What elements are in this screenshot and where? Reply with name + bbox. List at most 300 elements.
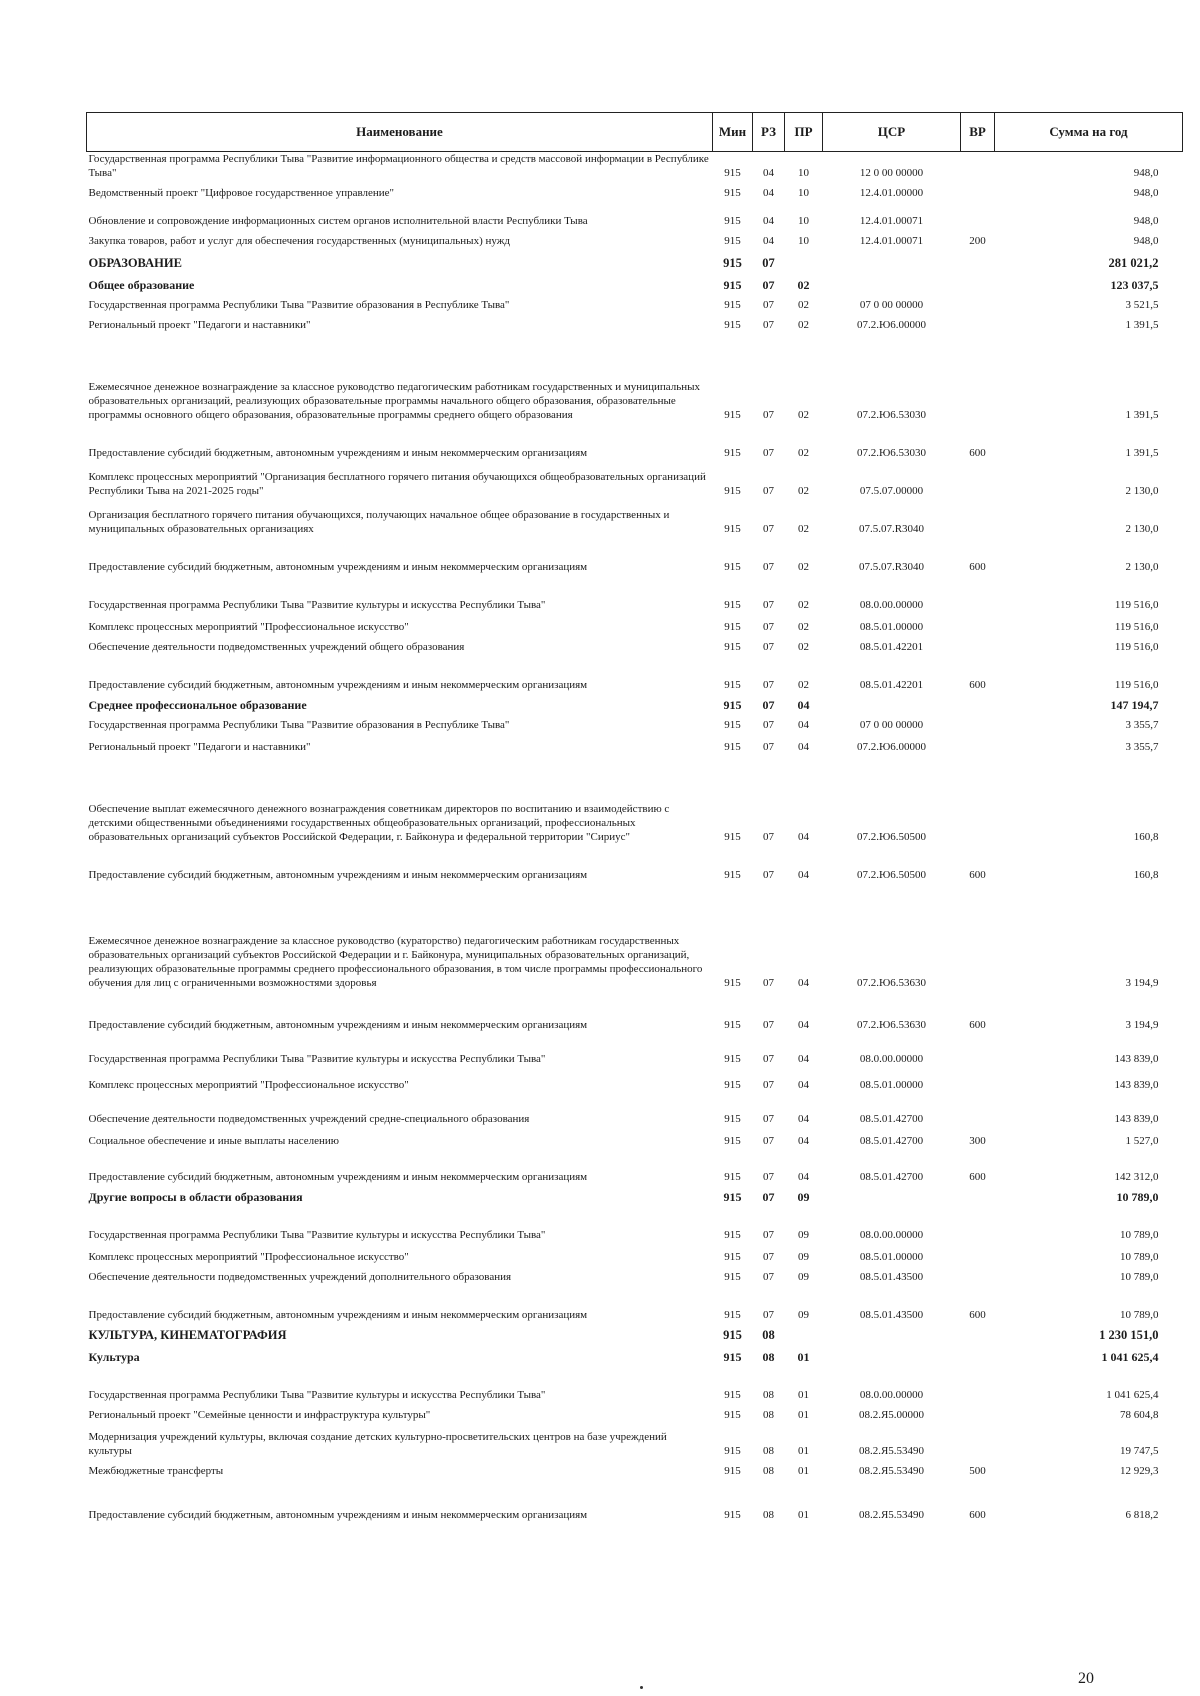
row-pr: 09 — [798, 1271, 809, 1283]
row-rz: 08 — [762, 1328, 775, 1342]
table-row — [87, 577, 1183, 615]
row-pr: 01 — [797, 1350, 810, 1364]
row-sum: 3 194,9 — [1125, 977, 1159, 989]
table-row — [87, 273, 1183, 295]
row-rz: 07 — [763, 1113, 774, 1125]
row-name: Государственная программа Республики Тыва "Развитие культуры и искусства Республики Тыва" — [88, 1229, 546, 1241]
row-pr: 09 — [797, 1190, 810, 1204]
row-pr: 02 — [798, 523, 809, 535]
row-sum: 1 041 625,4 — [1101, 1350, 1159, 1364]
row-csr: 08.5.01.43500 — [859, 1309, 924, 1321]
row-vr — [961, 1207, 995, 1245]
row-csr: 12.4.01.00071 — [859, 235, 924, 247]
row-pr: 04 — [798, 831, 809, 843]
row-pr: 09 — [798, 1251, 809, 1263]
row-sum: 119 516,0 — [1114, 679, 1159, 691]
row-csr: 07.2.Ю6.53630 — [856, 1019, 927, 1031]
row-pr: 04 — [798, 1019, 809, 1031]
row-sum: 147 194,7 — [1110, 698, 1159, 712]
row-name: Комплекс процессных мероприятий "Профессиональное искусство" — [88, 1251, 409, 1263]
row-min: 915 — [723, 1350, 742, 1364]
row-rz: 04 — [763, 215, 774, 227]
row-rz: 07 — [763, 621, 774, 633]
row-csr: 08.0.00.00000 — [859, 1229, 924, 1241]
row-rz: 07 — [763, 523, 774, 535]
row-sum: 6 818,2 — [1125, 1509, 1159, 1521]
budget-table-grid — [86, 112, 1183, 1525]
row-vr — [961, 885, 995, 993]
table-row — [87, 1481, 1183, 1525]
row-vr: 200 — [969, 235, 986, 247]
row-pr: 04 — [798, 1171, 809, 1183]
table-row — [87, 1245, 1183, 1267]
row-rz: 04 — [763, 167, 774, 179]
row-csr — [823, 251, 961, 273]
row-name: Региональный проект "Семейные ценности и инфраструктура культуры" — [88, 1409, 431, 1421]
row-vr: 600 — [969, 1019, 986, 1031]
row-csr: 12.4.01.00000 — [859, 187, 924, 199]
row-pr: 04 — [798, 869, 809, 881]
row-vr — [961, 757, 995, 847]
row-rz: 08 — [763, 1389, 774, 1401]
row-csr: 07 0 00 00000 — [859, 719, 924, 731]
row-rz: 08 — [763, 1409, 774, 1421]
row-rz: 07 — [763, 1251, 774, 1263]
table-row — [87, 335, 1183, 425]
table-body — [87, 152, 1183, 1526]
row-rz: 08 — [763, 1445, 774, 1457]
row-rz: 07 — [763, 977, 774, 989]
row-sum: 3 521,5 — [1125, 299, 1159, 311]
row-min: 915 — [724, 1079, 741, 1091]
row-min: 915 — [724, 621, 741, 633]
row-csr: 07 0 00 00000 — [859, 299, 924, 311]
row-vr — [961, 1425, 995, 1461]
row-rz: 08 — [763, 1509, 774, 1521]
row-rz: 07 — [762, 1190, 775, 1204]
row-rz: 07 — [763, 869, 774, 881]
table-row — [87, 251, 1183, 273]
table-row — [87, 1425, 1183, 1461]
row-name: Предоставление субсидий бюджетным, автономным учреждениям и иным некоммерческим организациям — [88, 447, 588, 459]
row-rz: 07 — [762, 278, 775, 292]
row-min: 915 — [724, 409, 741, 421]
row-name: Ежемесячное денежное вознаграждение за классное руководство (кураторство) педагогическим работникам государственных образовательных организаций субъектов Российской Федерации и г. Байконура, муниципальных образовательных организаций, реализующих образовательные программы среднего профессионального образования, в том числе программы профессионального обучения для лиц с ограниченными возможностями здоровья — [88, 935, 703, 989]
row-pr: 01 — [798, 1389, 809, 1401]
row-pr: 02 — [798, 299, 809, 311]
table-row — [87, 715, 1183, 735]
row-rz: 07 — [763, 831, 774, 843]
row-sum: 10 789,0 — [1120, 1271, 1159, 1283]
row-min: 915 — [724, 831, 741, 843]
row-sum: 10 789,0 — [1120, 1309, 1159, 1321]
row-vr — [961, 695, 995, 715]
row-min: 915 — [724, 1019, 741, 1031]
row-name: Среднее профессиональное образование — [88, 698, 307, 712]
row-min: 915 — [724, 1229, 741, 1241]
table-row — [87, 1461, 1183, 1481]
row-name: Закупка товаров, работ и услуг для обеспечения государственных (муниципальных) нужд — [88, 235, 510, 247]
row-name: Культура — [88, 1350, 140, 1364]
row-vr — [961, 183, 995, 203]
table-row — [87, 993, 1183, 1035]
table-row — [87, 539, 1183, 577]
row-csr: 08.0.00.00000 — [859, 1389, 924, 1401]
row-min: 915 — [724, 1389, 741, 1401]
row-sum: 1 391,5 — [1125, 319, 1159, 331]
row-vr — [961, 203, 995, 231]
row-min: 915 — [723, 698, 742, 712]
row-min: 915 — [724, 1509, 741, 1521]
row-min: 915 — [724, 561, 741, 573]
row-sum: 78 604,8 — [1120, 1409, 1159, 1421]
row-vr — [961, 335, 995, 425]
scan-speck — [640, 1686, 643, 1689]
row-pr — [785, 1325, 823, 1345]
row-vr — [961, 1405, 995, 1425]
row-sum: 2 130,0 — [1125, 561, 1159, 573]
row-vr: 600 — [969, 1171, 986, 1183]
row-csr: 07.2.Ю6.50500 — [856, 869, 927, 881]
table-row — [87, 1325, 1183, 1345]
row-name: Предоставление субсидий бюджетным, автономным учреждениям и иным некоммерческим организациям — [88, 561, 588, 573]
table-row — [87, 1069, 1183, 1095]
row-sum: 143 839,0 — [1114, 1113, 1159, 1125]
row-rz: 07 — [763, 1019, 774, 1031]
row-pr: 04 — [798, 719, 809, 731]
row-csr — [823, 1187, 961, 1207]
header-name: Наименование — [87, 113, 713, 152]
table-row — [87, 1187, 1183, 1207]
row-min: 915 — [724, 1309, 741, 1321]
row-csr: 08.2.Я5.00000 — [858, 1409, 925, 1421]
row-csr: 08.5.01.42201 — [859, 679, 924, 691]
row-vr: 600 — [969, 679, 986, 691]
row-name: Региональный проект "Педагоги и наставники" — [88, 741, 311, 753]
header-pr: ПР — [785, 113, 823, 152]
row-sum: 160,8 — [1133, 869, 1159, 881]
row-min: 915 — [724, 1113, 741, 1125]
row-rz: 07 — [763, 599, 774, 611]
row-min: 915 — [724, 319, 741, 331]
row-sum: 123 037,5 — [1110, 278, 1159, 292]
row-pr: 04 — [798, 977, 809, 989]
row-min: 915 — [724, 523, 741, 535]
table-row — [87, 315, 1183, 335]
row-vr — [961, 1095, 995, 1129]
row-csr — [823, 1345, 961, 1367]
row-name: Обновление и сопровождение информационных систем органов исполнительной власти Республики Тыва — [88, 215, 588, 227]
table-row — [87, 1207, 1183, 1245]
row-rz: 07 — [763, 1309, 774, 1321]
row-sum: 12 929,3 — [1120, 1465, 1159, 1477]
row-sum: 19 747,5 — [1120, 1445, 1159, 1457]
header-csr: ЦСР — [823, 113, 961, 152]
table-row — [87, 152, 1183, 184]
table-row — [87, 231, 1183, 251]
row-vr — [961, 1345, 995, 1367]
row-name: Обеспечение выплат ежемесячного денежного вознаграждения советникам директоров по воспитанию и взаимодействию с детскими общественными объединениями государственных общеобразовательных организаций, профессиональных образовательных организаций субъектов Российской Федерации, г. Байконура и федеральной территории "Сириус" — [88, 803, 670, 843]
row-min: 915 — [724, 599, 741, 611]
row-name: Государственная программа Республики Тыва "Развитие культуры и искусства Республики Тыва" — [88, 599, 546, 611]
row-sum: 143 839,0 — [1114, 1079, 1159, 1091]
row-pr: 02 — [798, 319, 809, 331]
row-name: Общее образование — [88, 278, 195, 292]
row-csr: 08.5.01.42700 — [859, 1113, 924, 1125]
row-rz: 08 — [763, 1465, 774, 1477]
row-name: Предоставление субсидий бюджетным, автономным учреждениям и иным некоммерческим организациям — [88, 679, 588, 691]
row-sum: 3 355,7 — [1125, 719, 1159, 731]
table-row — [87, 1035, 1183, 1069]
row-vr — [961, 1035, 995, 1069]
row-vr — [961, 251, 995, 273]
header-min: Мин — [713, 113, 753, 152]
row-sum: 948,0 — [1133, 235, 1159, 247]
row-min: 915 — [724, 741, 741, 753]
row-csr: 08.5.01.00000 — [859, 621, 924, 633]
row-vr — [961, 615, 995, 637]
row-vr — [961, 637, 995, 657]
row-csr: 07.2.Ю6.53030 — [856, 409, 927, 421]
row-csr: 07.2.Ю6.00000 — [856, 741, 927, 753]
row-name: Предоставление субсидий бюджетным, автономным учреждениям и иным некоммерческим организациям — [88, 869, 588, 881]
row-pr: 02 — [798, 621, 809, 633]
row-sum: 281 021,2 — [1108, 256, 1159, 270]
row-vr — [961, 715, 995, 735]
row-rz: 08 — [762, 1350, 775, 1364]
row-name: КУЛЬТУРА, КИНЕМАТОГРАФИЯ — [88, 1328, 287, 1342]
row-min: 915 — [723, 1328, 742, 1342]
row-min: 915 — [724, 299, 741, 311]
row-rz: 07 — [763, 1171, 774, 1183]
row-name: Предоставление субсидий бюджетным, автономным учреждениям и иным некоммерческим организациям — [88, 1019, 588, 1031]
row-pr: 04 — [798, 1053, 809, 1065]
row-rz: 07 — [763, 1053, 774, 1065]
row-sum: 3 194,9 — [1125, 1019, 1159, 1031]
budget-table — [86, 112, 1182, 1525]
row-min: 915 — [724, 1135, 741, 1147]
row-vr: 500 — [969, 1465, 986, 1477]
row-vr — [961, 577, 995, 615]
row-pr: 10 — [798, 215, 809, 227]
row-min: 915 — [724, 187, 741, 199]
row-rz: 07 — [763, 409, 774, 421]
table-row — [87, 615, 1183, 637]
row-pr: 01 — [798, 1465, 809, 1477]
row-pr: 10 — [798, 187, 809, 199]
table-row — [87, 501, 1183, 539]
row-vr: 600 — [969, 561, 986, 573]
row-rz: 07 — [763, 447, 774, 459]
row-rz: 07 — [763, 485, 774, 497]
row-rz: 04 — [763, 187, 774, 199]
table-row — [87, 183, 1183, 203]
row-vr: 600 — [969, 1309, 986, 1321]
row-min: 915 — [724, 641, 741, 653]
row-pr: 02 — [798, 447, 809, 459]
row-csr: 12.4.01.00071 — [859, 215, 924, 227]
table-row — [87, 657, 1183, 695]
row-csr — [823, 695, 961, 715]
row-csr: 07.2.Ю6.50500 — [856, 831, 927, 843]
row-sum: 948,0 — [1133, 215, 1159, 227]
row-pr: 01 — [798, 1409, 809, 1421]
row-pr: 02 — [798, 561, 809, 573]
row-vr: 600 — [969, 869, 986, 881]
table-row — [87, 1267, 1183, 1287]
row-vr — [961, 315, 995, 335]
row-csr: 08.5.01.42700 — [859, 1171, 924, 1183]
row-csr: 08.5.01.42201 — [859, 641, 924, 653]
row-csr: 07.2.Ю6.00000 — [856, 319, 927, 331]
row-csr: 08.5.01.42700 — [859, 1135, 924, 1147]
row-pr: 02 — [797, 278, 810, 292]
row-rz: 07 — [763, 1229, 774, 1241]
row-sum: 1 391,5 — [1125, 447, 1159, 459]
row-min: 915 — [723, 1190, 742, 1204]
row-pr: 09 — [798, 1309, 809, 1321]
row-vr — [961, 463, 995, 501]
row-name: Другие вопросы в области образования — [88, 1190, 303, 1204]
row-sum: 143 839,0 — [1114, 1053, 1159, 1065]
row-min: 915 — [723, 256, 742, 270]
table-row — [87, 425, 1183, 463]
row-pr: 02 — [798, 679, 809, 691]
row-name: Ежемесячное денежное вознаграждение за классное руководство педагогическим работникам государственных и муниципальных образовательных организаций, реализующих образовательные программы начального общего образования, образовательные программы основного общего образования, образовательные программы среднего общего образования — [88, 381, 701, 421]
row-pr: 10 — [798, 235, 809, 247]
row-vr — [961, 1325, 995, 1345]
row-vr — [961, 1267, 995, 1287]
row-name: Государственная программа Республики Тыва "Развитие образования в Республике Тыва" — [88, 299, 510, 311]
row-sum: 10 789,0 — [1116, 1190, 1159, 1204]
row-rz: 07 — [763, 1135, 774, 1147]
row-name: Государственная программа Республики Тыва "Развитие культуры и искусства Республики Тыва" — [88, 1053, 546, 1065]
row-name: Региональный проект "Педагоги и наставники" — [88, 319, 311, 331]
row-name: Организация бесплатного горячего питания обучающихся, получающих начальное общее образование в государственных и муниципальных образовательных организациях — [88, 509, 670, 535]
row-csr: 08.5.01.00000 — [859, 1251, 924, 1263]
row-pr: 10 — [798, 167, 809, 179]
row-vr: 600 — [969, 1509, 986, 1521]
table-row — [87, 463, 1183, 501]
row-csr: 08.5.01.00000 — [859, 1079, 924, 1091]
row-name: Государственная программа Республики Тыва "Развитие культуры и искусства Республики Тыва" — [88, 1389, 546, 1401]
row-min: 915 — [724, 1409, 741, 1421]
row-min: 915 — [724, 1171, 741, 1183]
row-name: Предоставление субсидий бюджетным, автономным учреждениям и иным некоммерческим организациям — [88, 1309, 588, 1321]
row-rz: 07 — [763, 1271, 774, 1283]
row-rz: 07 — [762, 256, 775, 270]
row-min: 915 — [724, 869, 741, 881]
row-name: Межбюджетные трансферты — [88, 1465, 224, 1477]
row-rz: 07 — [763, 679, 774, 691]
row-csr: 07.2.Ю6.53030 — [856, 447, 927, 459]
row-rz: 07 — [763, 641, 774, 653]
row-pr: 01 — [798, 1445, 809, 1457]
row-min: 915 — [724, 1271, 741, 1283]
row-min: 915 — [724, 1251, 741, 1263]
row-vr — [961, 273, 995, 295]
row-pr: 09 — [798, 1229, 809, 1241]
table-row — [87, 695, 1183, 715]
row-pr: 02 — [798, 485, 809, 497]
table-row — [87, 847, 1183, 885]
row-pr: 04 — [797, 698, 810, 712]
table-row — [87, 1151, 1183, 1187]
table-row — [87, 885, 1183, 993]
row-vr — [961, 501, 995, 539]
row-name: Комплекс процессных мероприятий "Организация бесплатного горячего питания обучающихся общеобразовательных организаций Республики Тыва на 2021-2025 годы" — [88, 471, 706, 497]
page-number: 20 — [1078, 1670, 1094, 1687]
row-vr — [961, 1367, 995, 1405]
row-rz: 07 — [763, 1079, 774, 1091]
row-name: Социальное обеспечение и иные выплаты населению — [88, 1135, 340, 1147]
row-pr: 04 — [798, 1113, 809, 1125]
row-sum: 1 230 151,0 — [1099, 1328, 1159, 1342]
row-min: 915 — [724, 1445, 741, 1457]
row-csr: 08.0.00.00000 — [859, 1053, 924, 1065]
table-row — [87, 1095, 1183, 1129]
row-sum: 1 527,0 — [1125, 1135, 1159, 1147]
row-csr: 08.2.Я5.53490 — [858, 1465, 925, 1477]
row-sum: 1 391,5 — [1125, 409, 1159, 421]
table-row — [87, 735, 1183, 757]
row-min: 915 — [724, 977, 741, 989]
row-name: Ведомственный проект "Цифровое государственное управление" — [88, 187, 395, 199]
row-sum: 10 789,0 — [1120, 1229, 1159, 1241]
row-vr — [961, 152, 995, 184]
row-sum: 1 041 625,4 — [1106, 1389, 1159, 1401]
row-sum: 2 130,0 — [1125, 523, 1159, 535]
row-vr — [961, 295, 995, 315]
row-name: Государственная программа Республики Тыва "Развитие информационного общества и средств массовой информации в Республике Тыва" — [88, 153, 709, 179]
row-pr: 02 — [798, 641, 809, 653]
row-pr — [785, 251, 823, 273]
row-min: 915 — [724, 719, 741, 731]
row-csr: 07.5.07.R3040 — [858, 561, 925, 573]
row-sum: 3 355,7 — [1125, 741, 1159, 753]
row-vr — [961, 1187, 995, 1207]
table-row — [87, 1129, 1183, 1151]
row-rz: 07 — [763, 719, 774, 731]
row-min: 915 — [724, 679, 741, 691]
row-rz: 07 — [763, 741, 774, 753]
row-name: Комплекс процессных мероприятий "Профессиональное искусство" — [88, 621, 409, 633]
row-sum: 119 516,0 — [1114, 641, 1159, 653]
row-csr — [823, 1325, 961, 1345]
table-row — [87, 1345, 1183, 1367]
row-min: 915 — [723, 278, 742, 292]
row-sum: 2 130,0 — [1125, 485, 1159, 497]
row-min: 915 — [724, 485, 741, 497]
row-min: 915 — [724, 447, 741, 459]
row-vr — [961, 1069, 995, 1095]
row-pr: 02 — [798, 599, 809, 611]
row-name: Обеспечение деятельности подведомственных учреждений общего образования — [88, 641, 465, 653]
header-vr: ВР — [961, 113, 995, 152]
row-csr: 12 0 00 00000 — [859, 167, 924, 179]
row-vr — [961, 1245, 995, 1267]
row-name: Предоставление субсидий бюджетным, автономным учреждениям и иным некоммерческим организациям — [88, 1171, 588, 1183]
table-row — [87, 1405, 1183, 1425]
row-pr: 01 — [798, 1509, 809, 1521]
row-csr: 08.2.Я5.53490 — [858, 1509, 925, 1521]
row-name: Модернизация учреждений культуры, включая создание детских культурно-просветительских центров на базе учреждений культуры — [88, 1431, 667, 1457]
row-sum: 142 312,0 — [1114, 1171, 1159, 1183]
row-sum: 948,0 — [1133, 167, 1159, 179]
table-header-row — [87, 113, 1183, 152]
row-rz: 07 — [763, 319, 774, 331]
row-pr: 02 — [798, 409, 809, 421]
